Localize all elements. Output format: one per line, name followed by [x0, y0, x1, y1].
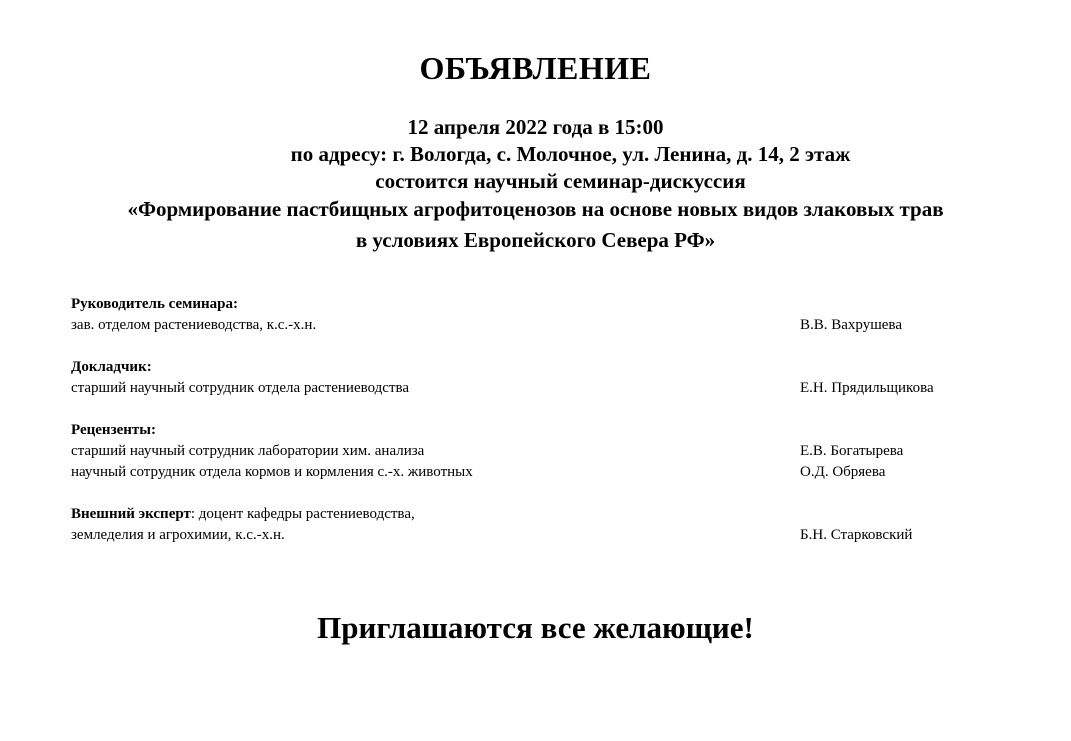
leader-name: В.В. Вахрушева — [800, 317, 902, 333]
expert-name: Б.Н. Старковский — [800, 527, 913, 543]
seminar-topic-line-2: в условиях Европейского Севера РФ» — [355, 228, 716, 252]
event-date: 12 апреля 2022 года в 15:00 — [407, 115, 664, 139]
expert-heading: Внешний эксперт — [71, 506, 191, 522]
speaker-name: Е.Н. Прядильщикова — [800, 380, 934, 396]
seminar-topic-line-1: «Формирование пастбищных агрофитоценозов на основе новых видов злаковых трав — [127, 197, 944, 221]
expert-role-part-1: : доцент кафедры растениеводства, — [190, 506, 415, 522]
leader-block — [71, 294, 316, 336]
reviewers-block — [71, 420, 473, 483]
announcement-title: ОБЪЯВЛЕНИЕ — [419, 50, 652, 86]
reviewer-name-2: О.Д. Обряева — [800, 464, 886, 480]
speaker-heading: Докладчик: — [71, 359, 152, 375]
event-address: по адресу: г. Вологда, с. Молочное, ул. Ленина, д. 14, 2 этаж — [290, 142, 851, 166]
reviewer-role-2: научный сотрудник отдела кормов и кормления с.-х. животных — [71, 464, 473, 480]
expert-block — [71, 504, 415, 546]
reviewers-heading: Рецензенты: — [71, 422, 156, 438]
expert-line-1 — [71, 504, 415, 525]
expert-role-part-2: земледелия и агрохимии, к.с.-х.н. — [71, 527, 285, 543]
speaker-role: старший научный сотрудник отдела растениеводства — [71, 380, 410, 396]
leader-role: зав. отделом растениеводства, к.с.-х.н. — [71, 317, 317, 333]
reviewer-name-1: Е.В. Богатырева — [800, 443, 904, 459]
reviewer-role-1: старший научный сотрудник лаборатории хим. анализа — [71, 443, 425, 459]
event-type: состоится научный семинар-дискуссия — [375, 169, 746, 193]
speaker-block — [71, 357, 409, 399]
invitation-text: Приглашаются все желающие! — [317, 610, 754, 645]
leader-heading: Руководитель семинара: — [71, 296, 238, 312]
